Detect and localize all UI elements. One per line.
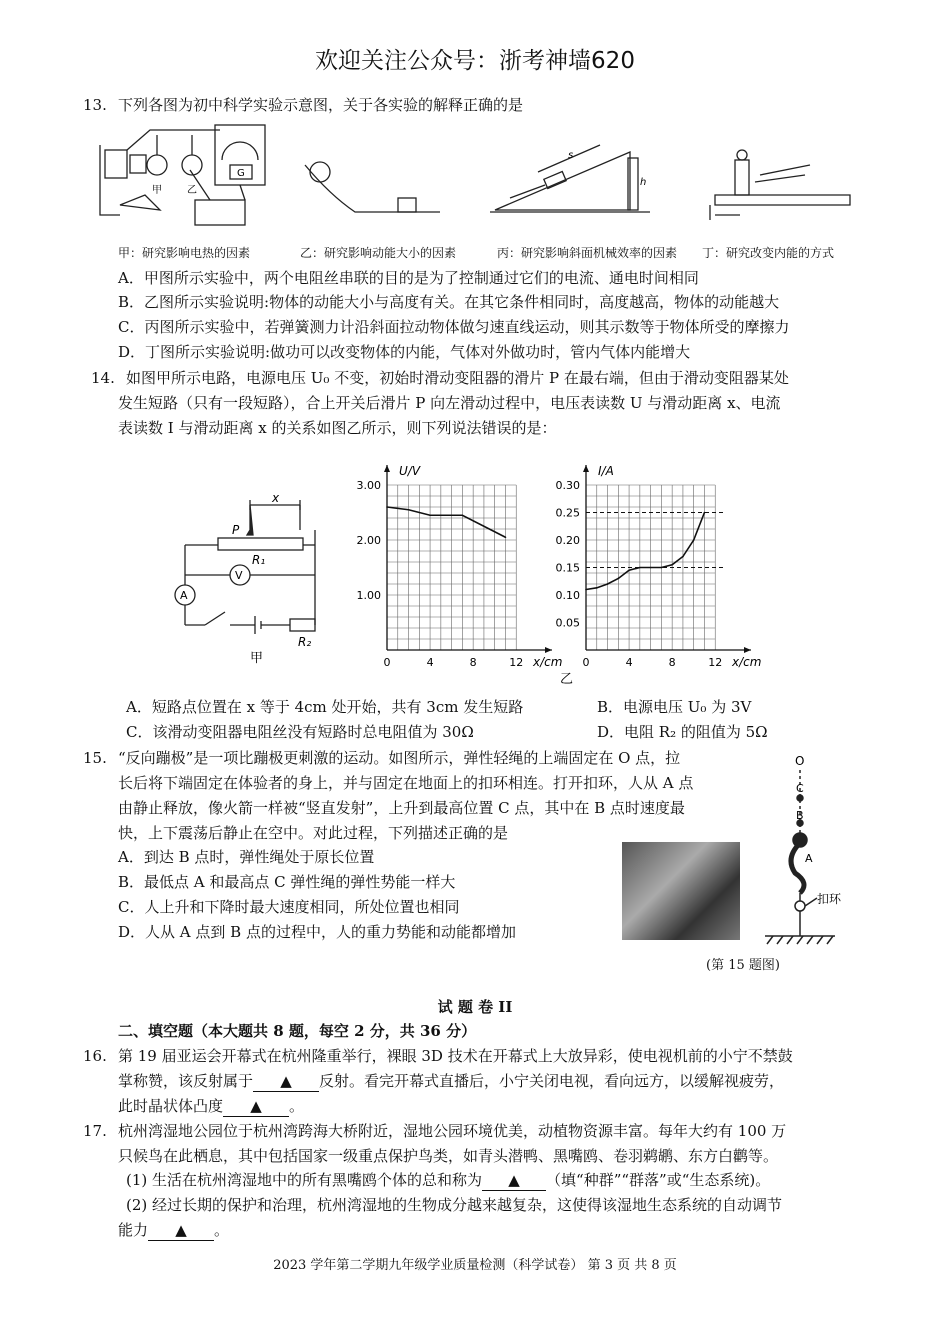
x-axis-arrow	[545, 647, 552, 653]
q13-caption-jia: 甲：研究影响电热的因素	[118, 246, 251, 260]
q14-number: 14.	[91, 369, 115, 387]
q16-line-2-text-a: 掌称赞，该反射属于	[118, 1072, 254, 1090]
section2-heading: 二、填空题（本大题共 8 题，每空 2 分，共 36 分）	[118, 1022, 477, 1040]
x-axis-label: x/cm	[732, 655, 762, 669]
circuit-caption: 甲	[250, 651, 264, 666]
fig-label-h: h	[640, 177, 647, 188]
data-point	[386, 506, 388, 508]
q17-sub-2-cont	[118, 1220, 229, 1241]
q13-option-b: B．乙图所示实验说明:物体的动能大小与高度有关。在其它条件相同时，高度越高，物体的动能越大	[118, 293, 780, 311]
q15-option-a: A．到达 B 点时，弹性绳处于原长位置	[118, 848, 375, 866]
section2-title: 试 题 卷 II	[437, 998, 513, 1016]
q13-caption-bing: 丙：研究影响斜面机械效率的因素	[497, 246, 678, 260]
series-line-U	[387, 507, 505, 537]
x-tick-label: 8	[469, 656, 477, 669]
data-point	[693, 539, 695, 541]
circuit-label-p: P	[232, 523, 240, 537]
data-point	[585, 589, 587, 591]
q15-option-b: B．最低点 A 和最高点 C 弹性绳的弹性势能一样大	[118, 873, 456, 891]
fig-label-s: s	[568, 150, 574, 161]
q13-option-c: C．丙图所示实验中，若弹簧测力计沿斜面拉动物体做匀速直线运动，则其示数等于物体所受的摩擦力	[118, 318, 790, 336]
q13-option-d: D．丁图所示实验说明:做功可以改变物体的内能，气体对外做功时，管内气体内能增大	[118, 343, 691, 361]
q14-option-b: B．电源电压 U₀ 为 3V	[597, 698, 752, 716]
y-tick-label: 0.05	[555, 616, 580, 630]
q17-sub-1-text-a: (1) 生活在杭州湾湿地中的所有黑嘴鸥个体的总和称为	[126, 1171, 483, 1189]
q13-stem: 下列各图为初中科学实验示意图，关于各实验的解释正确的是	[118, 96, 524, 114]
x-tick-label: 4	[426, 656, 434, 669]
q17-line-1: 杭州湾湿地公园位于杭州湾跨海大桥附近，湿地公园环境优美，动植物资源丰富。每年大约有 100 万	[118, 1122, 787, 1140]
y-axis-label: U/V	[399, 464, 421, 478]
q15-option-c: C．人上升和下降时最大速度相同，所处位置也相同	[118, 898, 460, 916]
y-axis-arrow	[583, 465, 589, 472]
data-point	[408, 509, 410, 511]
q16-blank-2[interactable]: ▲	[223, 1096, 289, 1117]
q13-caption-ding: 丁：研究改变内能的方式	[702, 246, 835, 260]
q17-number: 17.	[83, 1122, 107, 1140]
q17-sub-1-text-b: （填“种群”“群落”或“生态系统)。	[546, 1171, 771, 1189]
y-tick-label: 3.00	[356, 479, 381, 492]
page-header: 欢迎关注公众号：浙考神墙620	[315, 48, 635, 74]
x-tick-label: 4	[625, 656, 633, 669]
q15-option-d: D．人从 A 点到 B 点的过程中，人的重力势能和动能都增加	[118, 923, 516, 941]
data-point	[607, 583, 609, 585]
data-point	[505, 536, 507, 538]
figure-ding	[710, 150, 850, 220]
chart-caption: 乙	[560, 672, 574, 687]
x-tick-label: 12	[708, 656, 723, 669]
q16-number: 16.	[83, 1047, 107, 1065]
diagram-label-b: B	[796, 809, 804, 822]
chart-u-vs-x	[357, 464, 563, 669]
fig-label-g: G	[237, 168, 245, 179]
y-tick-label: 2.00	[356, 534, 381, 547]
data-point	[671, 564, 673, 566]
data-point	[661, 567, 663, 569]
q17-line-2: 只候鸟在此栖息，其中包括国家一级重点保护鸟类，如青头潜鸭、黑嘴鸥、卷羽鹈鹕、东方白鹳等。	[118, 1147, 779, 1165]
data-point	[704, 512, 706, 514]
data-point	[628, 569, 630, 571]
q15-figure-caption: (第 15 题图)	[706, 958, 780, 973]
figure-yi	[305, 162, 440, 212]
fig-label-jia: 甲	[152, 185, 162, 196]
x-tick-label: 0	[582, 656, 590, 669]
circuit-label-r1: R₁	[252, 553, 266, 567]
q17-sub-2-text-a: 能力	[118, 1221, 149, 1239]
data-point	[596, 587, 598, 589]
x-tick-label: 0	[383, 656, 391, 669]
page-footer: 2023 学年第二学期九年级学业质量检测（科学试卷） 第 3 页 共 8 页	[273, 1258, 677, 1273]
q16-line-3	[118, 1096, 304, 1117]
diagram-label-c: C	[796, 782, 804, 795]
y-axis-label: I/A	[598, 464, 614, 478]
data-point	[429, 514, 431, 516]
y-axis-arrow	[384, 465, 390, 472]
chart-i-vs-x	[556, 464, 762, 669]
circuit-label-x: x	[272, 491, 280, 505]
diagram-label-o: O	[795, 754, 805, 768]
data-point	[639, 567, 641, 569]
data-point	[462, 514, 464, 516]
circuit-label-r2: R₂	[298, 635, 312, 649]
q16-blank-1[interactable]: ▲	[253, 1071, 319, 1092]
y-tick-label: 0.20	[555, 534, 580, 547]
q15-stem-line-1: “反向蹦极”是一项比蹦极更刺激的运动。如图所示，弹性轻绳的上端固定在 O 点，拉	[118, 749, 681, 767]
x-tick-label: 12	[509, 656, 524, 669]
q15-number: 15.	[83, 749, 107, 767]
data-point	[650, 567, 652, 569]
q14-charts	[350, 455, 762, 687]
q14-circuit	[170, 490, 345, 670]
diagram-label-a: A	[805, 852, 813, 865]
q17-blank-1[interactable]: ▲	[482, 1170, 546, 1191]
q17-sub-1	[126, 1170, 770, 1191]
x-axis-label: x/cm	[533, 655, 563, 669]
q16-line-2-text-b: 反射。看完开幕式直播后，小宁关闭电视，看向远方，以缓解视疲劳，	[319, 1072, 785, 1090]
q14-option-d: D．电阻 R₂ 的阻值为 5Ω	[597, 723, 768, 741]
q14-option-c: C．该滑动变阻器电阻丝没有短路时总电阻值为 30Ω	[126, 723, 474, 741]
y-tick-label: 0.30	[555, 479, 580, 492]
q13-number: 13.	[83, 96, 107, 114]
q15-stem-line-4: 快，上下震荡后静止在空中。对此过程，下列描述正确的是	[118, 824, 509, 842]
q13-figures	[90, 120, 870, 240]
q15-diagram	[755, 748, 865, 948]
q14-option-a: A．短路点位置在 x 等于 4cm 处开始，共有 3cm 发生短路	[126, 698, 524, 716]
q14-stem-line-3: 表读数 I 与滑动距离 x 的关系如图乙所示，则下列说法错误的是：	[118, 419, 557, 437]
q17-sub-2-text-b: 。	[214, 1221, 230, 1239]
q16-line-1: 第 19 届亚运会开幕式在杭州隆重举行，裸眼 3D 技术在开幕式上大放异彩，使电视机前的小宁不禁鼓	[118, 1047, 793, 1065]
y-tick-label: 1.00	[356, 589, 381, 602]
circuit-label-v: V	[235, 569, 243, 582]
x-tick-label: 8	[668, 656, 676, 669]
y-tick-label: 0.25	[555, 506, 580, 520]
q13-option-a: A．甲图所示实验中，两个电阻丝串联的目的是为了控制通过它们的电流、通电时间相同	[118, 269, 699, 287]
q17-sub-2: (2) 经过长期的保护和治理，杭州湾湿地的生物成分越来越复杂，这使得该湿地生态系统的自动调节	[126, 1196, 783, 1214]
q15-stem-line-2: 长后将下端固定在体验者的身上，并与固定在地面上的扣环相连。打开扣环，人从 A 点	[118, 774, 694, 792]
diagram-label-ring: 扣环	[817, 892, 842, 906]
q13-caption-yi: 乙：研究影响动能大小的因素	[300, 246, 457, 260]
fig-label-yi: 乙	[187, 185, 197, 196]
data-point	[618, 578, 620, 580]
q16-line-3-text-a: 此时晶状体凸度	[118, 1097, 224, 1115]
x-axis-arrow	[744, 647, 751, 653]
q16-line-2	[118, 1071, 784, 1092]
data-point	[682, 556, 684, 558]
q17-blank-2[interactable]: ▲	[148, 1220, 214, 1241]
q16-line-3-text-b: 。	[289, 1097, 305, 1115]
y-tick-label: 0.15	[555, 561, 580, 575]
q14-stem-line-2: 发生短路（只有一段短路），合上开关后滑片 P 向左滑动过程中，电压表读数 U 与滑动距离 x、电流	[118, 394, 781, 412]
q15-stem-line-3: 由静止释放，像火箭一样被“竖直发射”，上升到最高位置 C 点，其中在 B 点时速度最	[118, 799, 685, 817]
bungee-photo	[622, 842, 740, 940]
q14-stem-line-1: 如图甲所示电路，电源电压 U₀ 不变，初始时滑动变阻器的滑片 P 在最右端，但由于滑动变阻器某处	[126, 369, 789, 387]
circuit-label-a: A	[180, 589, 188, 602]
y-tick-label: 0.10	[555, 589, 580, 602]
